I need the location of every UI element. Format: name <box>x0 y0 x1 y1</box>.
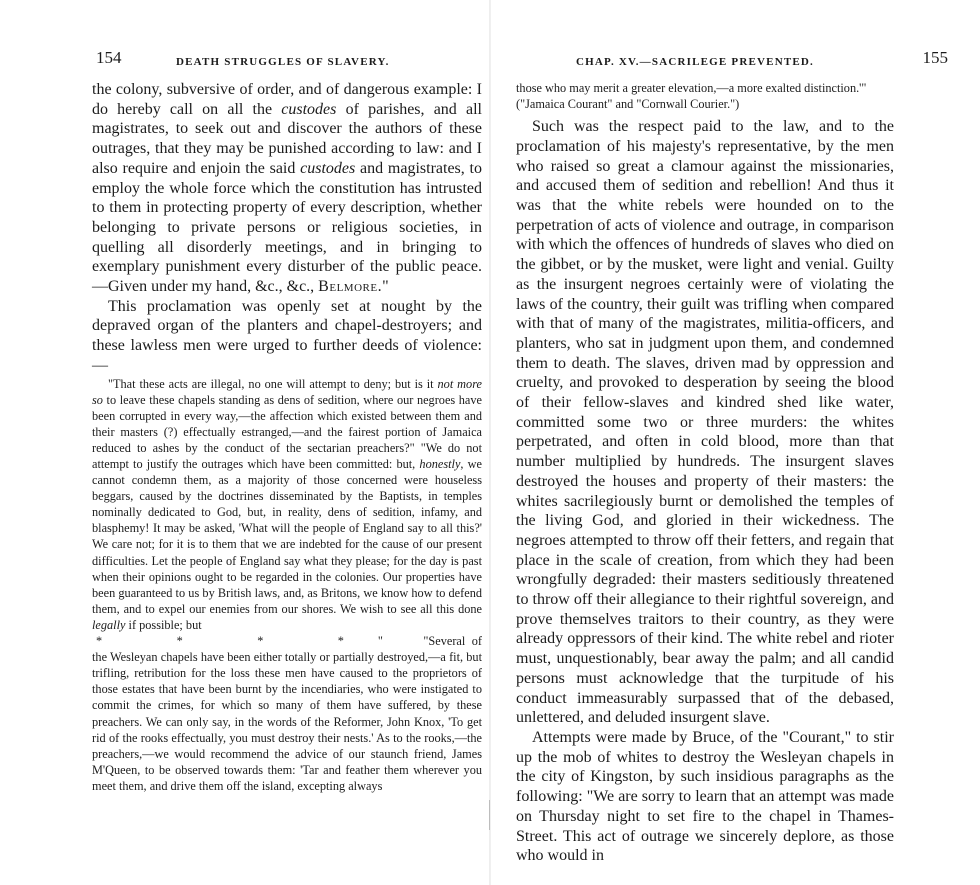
right-page <box>490 0 980 885</box>
left-body <box>92 80 482 794</box>
proclamation-paragraph: the colony, subversive of order, and of dangerous example: I do hereby call on all the custodes of parishes, and all magistrates, to seek out and discover the authors of these outrages, that they may be punished according to law: and I also require and enjoin the said custodes and magistrates, to employ the whole force which the constitution has intrusted to them in protecting property of every description, whether belonging to private persons or religious societies, in quelling all disorderly meetings, and in bringing to exemplary punishment every disturber of the public peace.—Given under my hand, &c., &c., Belmore." <box>92 81 482 296</box>
left-running-head <box>96 48 474 72</box>
quote-source: ("Jamaica Courant" and "Cornwall Courier.") <box>516 97 740 112</box>
quote-continuation: those who may merit a greater elevation,—a more exalted distinction.'" <box>516 81 867 95</box>
right-body <box>516 80 894 866</box>
right-running-title: CHAP. XV.—SACRILEGE PREVENTED. <box>576 56 815 68</box>
respect-paragraph: Such was the respect paid to the law, and to the proclamation of his majesty's representative, by the men who raised so great a clamour against the missionaries, and accused them of sedition and rebellion! And thus it was that the white rebels were hounded on to the perpetration of acts of violence and outrage, in comparison with which the offences of hundreds of slaves who died on the gibbet, or by the musket, were light and venial. Guilty as the insurgent negroes certainly were of violating the laws of the country, their guilt was trifling when compared with that of many of the magistrates, militia-officers, and planters, who sat in judgment upon them, and condemned them to death. The slaves, driven mad by oppression and cruelty, and provoked to desperation by seeing the blood of their fellow-slaves and kindred shed like water, committed some two or three murders: the whites perpetrated, and often in cold blood, more than that number multiplied by hundreds. The insurgent slaves destroyed the houses and property of their masters: the whites sacrilegiously burnt or demolished the temples of the living God, and gloried in their wickedness. The negroes attempted to throw off their fetters, and regain that place in the scale of creation, from which they had been wrongfully degraded: their masters seditiously threatened to throw off their allegiance to their rightful sovereign, and prove themselves traitors to their country, as they were already oppressors of their kind. The white rebel and rioter must, unquestionably, bear away the palm; and all candid persons must acknowledge that the turpitude of his conduct immeasurably surpassed that of the debased, unlettered, and deluded insurgent slave. <box>516 118 894 727</box>
right-page-number: 155 <box>922 48 948 67</box>
left-running-title: DEATH STRUGGLES OF SLAVERY. <box>176 56 390 68</box>
ellipsis-stars: * * * *" <box>96 634 417 649</box>
courant-quote-1: "That these acts are illegal, no one will attempt to deny; but is it not more so to leave these chapels standing as dens of sedition, where our negroes have been corrupted in every way,—the affection which existed between them and their masters (?) effectually estranged,—and the fairest portion of Jamaica reduced to ashes by the conduct of the sectarian preachers?" "We do not attempt to justify the outrages which have been committed: but, honestly, we cannot condemn them, as a majority of those concerned were houseless beggars, caused by the doctrines disseminated by the Baptists, in temples nominally dedicated to God, but, in reality, dens of sedition, infamy, and blasphemy! It may be asked, 'What will the people of England say to all this?' We care not; for it is to them that we are indebted for the cause of our present difficulties. Let the people of England say what they please; for the day is past when their opinions ought to be regarded in the colonies. Our properties have been guaranteed to us by British laws, and, as Britons, we know how to defend them, and to expel our enemies from our shores. We wish to see all this done legally if possible; but <box>92 376 482 632</box>
bruce-paragraph: Attempts were made by Bruce, of the "Courant," to stir up the mob of whites to destroy the Wesleyan chapels in the city of Kingston, by such insidious paragraphs as the following: "We are sorry to learn that an attempt was made on Thursday night to set fire to the chapel in Thames-Street. This act of outrage we sincerely deplore, as those who would in <box>516 728 894 865</box>
nought-paragraph: This proclamation was openly set at nought by the depraved organ of the planters and chapel-destroyers; and these lawless men were urged to further deeds of violence:— <box>92 297 482 374</box>
right-running-head <box>576 48 948 72</box>
courant-quote-2: * * * *" "Several of the Wesleyan chapels have been either totally or partially destroyed,—a fit, but trifling, retribution for the loss these men have caused to the proprietors of those estates that have been burnt by the incendiaries, who were instigated to commit the crimes, for which so many of them have suffered, by these preachers. We can only say, in the words of the Reformer, John Knox, 'To get rid of the rooks effectually, you must destroy their nests.' As to the rooks,—the preachers,—we would recommend the advice of our staunch friend, James M'Queen, to be observed towards them: 'Tar and feather them wherever you meet them, and drive them off the island, excepting always <box>92 634 482 793</box>
left-page-number: 154 <box>96 48 122 67</box>
